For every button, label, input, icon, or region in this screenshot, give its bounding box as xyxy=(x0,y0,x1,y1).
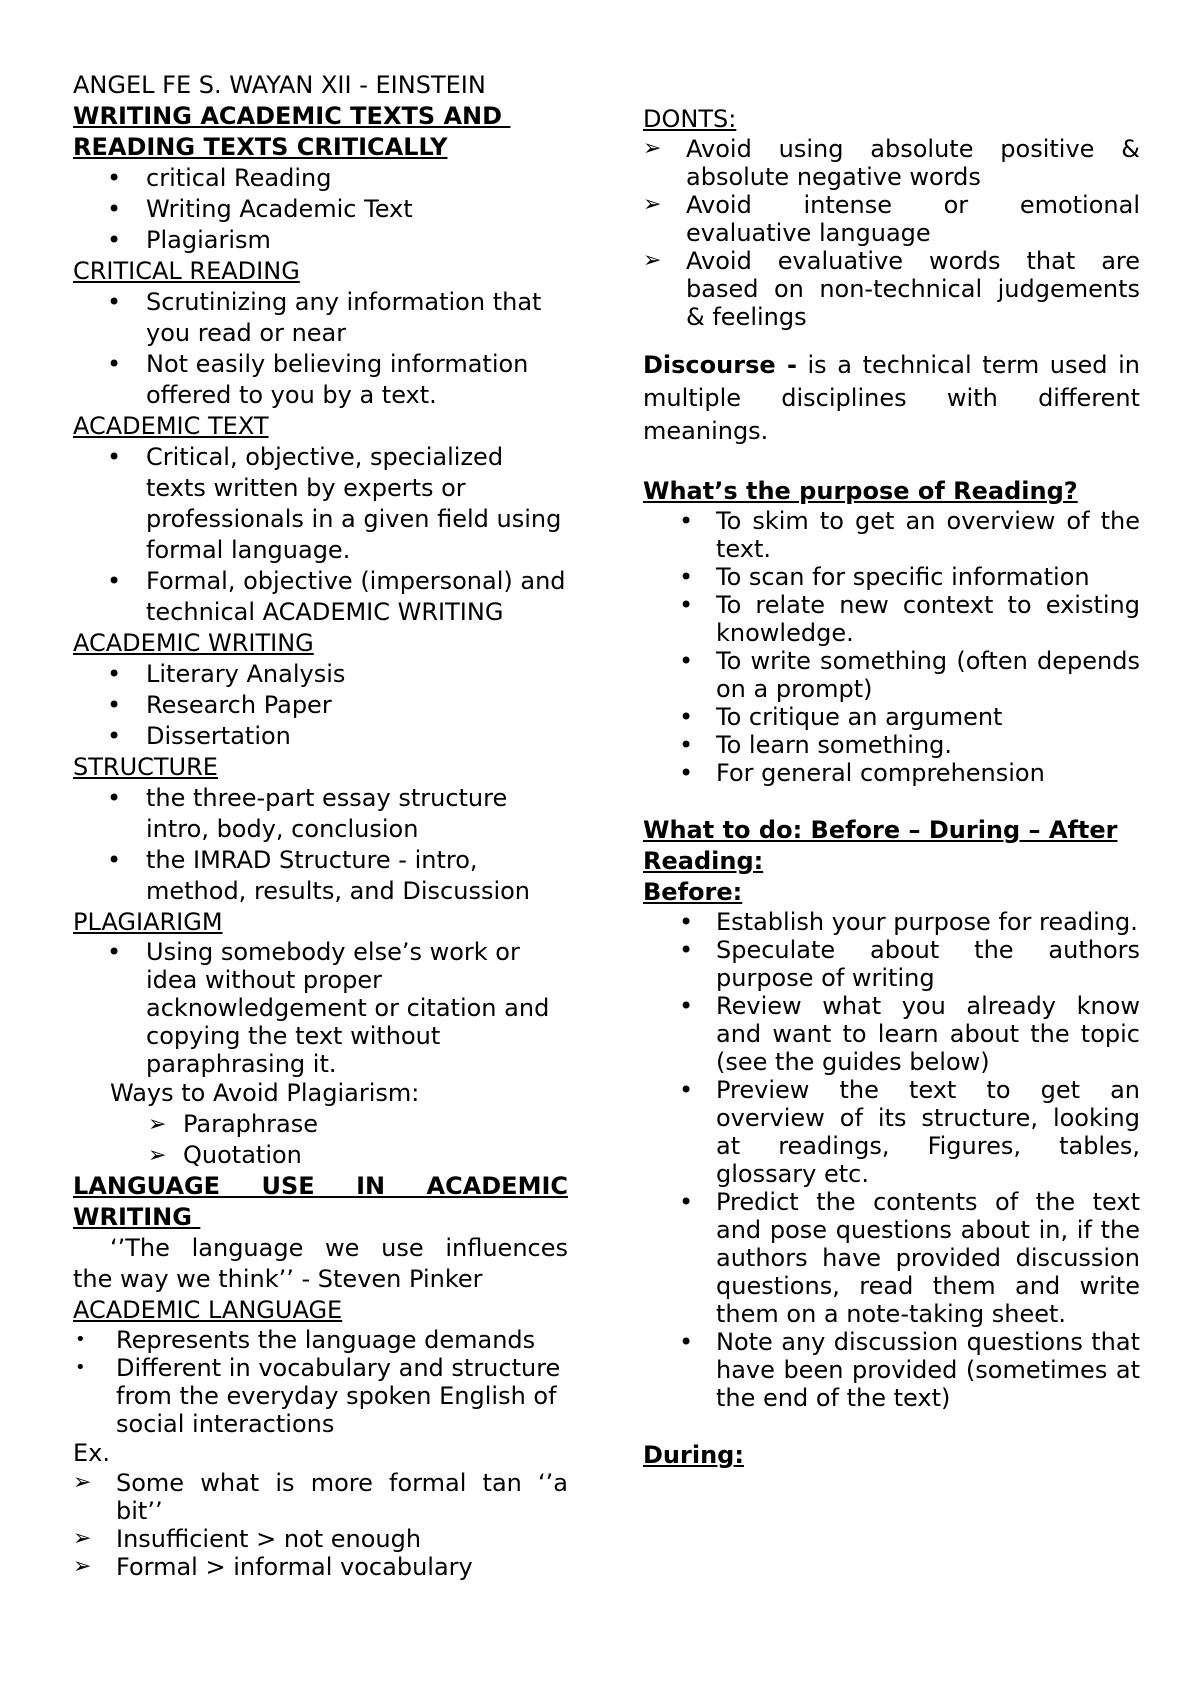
ways-to-avoid-label: Ways to Avoid Plagiarism: xyxy=(110,1079,420,1107)
list-item: • Writing Academic Text xyxy=(73,194,568,225)
list-item: • Different in vocabulary and structure from the everyday spoken English of social interactions xyxy=(73,1354,568,1438)
academic-language-heading: ACADEMIC LANGUAGE xyxy=(73,1296,343,1324)
arrow-bullet-icon: ➢ xyxy=(73,1470,92,1495)
list-item xyxy=(73,1469,568,1525)
before-label: Before: xyxy=(643,878,743,906)
list-item: • To skim to get an overview of the text. xyxy=(643,507,1140,563)
list-item xyxy=(73,1525,568,1553)
arrow-bullet-icon: ➢ xyxy=(148,1112,167,1137)
during-label: During: xyxy=(643,1441,744,1469)
purpose-heading: What’s the purpose of Reading? xyxy=(643,477,1078,505)
document-title-line-2: READING TEXTS CRITICALLY xyxy=(73,133,448,161)
list-item: • the IMRAD Structure - intro, method, results, and Discussion xyxy=(73,845,568,907)
list-item: • To critique an argument xyxy=(643,703,1140,731)
list-item: • Using somebody else’s work or idea without proper acknowledgement or citation and copying the text without paraphrasing it. xyxy=(73,938,568,1078)
list-item: • Plagiarism xyxy=(73,225,568,256)
arrow-bullet-icon: ➢ xyxy=(643,136,662,161)
arrow-bullet-icon: ➢ xyxy=(643,192,662,217)
list-item-text: Formal > informal vocabulary xyxy=(116,1553,473,1581)
left-column xyxy=(73,70,568,1581)
list-item xyxy=(643,247,1140,331)
academic-text-list xyxy=(73,442,568,628)
list-item: • Note any discussion questions that have been provided (sometimes at the end of the text) xyxy=(643,1328,1140,1412)
example-label: Ex. xyxy=(73,1439,110,1467)
language-use-heading-line-1: LANGUAGE USE IN ACADEMIC xyxy=(73,1172,568,1200)
what-to-do-heading-line-1: What to do: Before – During – After xyxy=(643,816,1118,844)
donts-list xyxy=(643,135,1140,331)
list-item: • For general comprehension xyxy=(643,759,1140,787)
list-item xyxy=(73,1109,568,1140)
list-item-text: Insufficient > not enough xyxy=(116,1525,422,1553)
plagiarism-list xyxy=(73,938,568,1078)
quote-line-1: ‘’The language we use influences xyxy=(110,1234,568,1262)
list-item: • To scan for specific information xyxy=(643,563,1140,591)
discourse-definition xyxy=(643,349,1140,448)
academic-writing-list xyxy=(73,659,568,752)
list-item: • Speculate about the authors purpose of writing xyxy=(643,936,1140,992)
list-item-text: Quotation xyxy=(183,1141,302,1169)
discourse-text: is a technical term used in multiple disciplines with different meanings. xyxy=(643,351,1140,445)
list-item: • Predict the contents of the text and pose questions about in, if the authors have provided discussion questions, read them and write them on a note-taking sheet. xyxy=(643,1188,1140,1328)
list-item xyxy=(73,1140,568,1171)
list-item: • Review what you already know and want to learn about the topic (see the guides below) xyxy=(643,992,1140,1076)
list-item: • the three-part essay structure intro, body, conclusion xyxy=(73,783,568,845)
structure-list xyxy=(73,783,568,907)
list-item: • Critical, objective, specialized texts written by experts or professionals in a given field using formal language. xyxy=(73,442,568,566)
list-item-text: Avoid using absolute positive & absolute negative words xyxy=(686,135,1140,191)
list-item: • Represents the language demands xyxy=(73,1326,568,1354)
language-use-heading-line-2: WRITING xyxy=(73,1203,201,1231)
list-item: • Dissertation xyxy=(73,721,568,752)
discourse-term: Discourse - xyxy=(643,351,797,379)
topics-list xyxy=(73,163,568,256)
arrow-bullet-icon: ➢ xyxy=(643,248,662,273)
document-title-line-1: WRITING ACADEMIC TEXTS AND xyxy=(73,102,511,130)
what-to-do-heading-line-2: Reading: xyxy=(643,847,764,875)
before-list xyxy=(643,908,1140,1412)
ways-to-avoid-list xyxy=(73,1109,568,1171)
academic-writing-heading: ACADEMIC WRITING xyxy=(73,629,314,657)
list-item: • Preview the text to get an overview of its structure, looking at readings, Figures, tables, glossary etc. xyxy=(643,1076,1140,1188)
critical-reading-heading: CRITICAL READING xyxy=(73,257,300,285)
list-item-text: Paraphrase xyxy=(183,1110,318,1138)
list-item: • To learn something. xyxy=(643,731,1140,759)
list-item: • Scrutinizing any information that you read or near xyxy=(73,287,568,349)
list-item-text: Some what is more formal tan ‘’a bit’’ xyxy=(116,1469,568,1525)
donts-heading: DONTS: xyxy=(643,105,737,133)
list-item: • To relate new context to existing knowledge. xyxy=(643,591,1140,647)
list-item-text: Avoid intense or emotional evaluative language xyxy=(686,191,1140,247)
right-column xyxy=(643,104,1140,1471)
arrow-bullet-icon: ➢ xyxy=(148,1143,167,1168)
list-item: • Establish your purpose for reading. xyxy=(643,908,1140,936)
list-item: • Formal, objective (impersonal) and technical ACADEMIC WRITING xyxy=(73,566,568,628)
quote-line-2: the way we think’’ - Steven Pinker xyxy=(73,1265,483,1293)
list-item xyxy=(73,1553,568,1581)
structure-heading: STRUCTURE xyxy=(73,753,218,781)
arrow-bullet-icon: ➢ xyxy=(73,1526,92,1551)
list-item: • Not easily believing information offered to you by a text. xyxy=(73,349,568,411)
list-item: • Research Paper xyxy=(73,690,568,721)
author-line: ANGEL FE S. WAYAN XII - EINSTEIN xyxy=(73,71,486,99)
list-item-text: Avoid evaluative words that are based on non-technical judgements & feelings xyxy=(686,247,1140,331)
academic-text-heading: ACADEMIC TEXT xyxy=(73,412,269,440)
critical-reading-list xyxy=(73,287,568,411)
plagiarism-heading: PLAGIARIGM xyxy=(73,908,223,936)
list-item: • critical Reading xyxy=(73,163,568,194)
list-item: • To write something (often depends on a prompt) xyxy=(643,647,1140,703)
list-item xyxy=(643,135,1140,191)
academic-language-list xyxy=(73,1326,568,1438)
arrow-bullet-icon: ➢ xyxy=(73,1554,92,1579)
examples-list xyxy=(73,1469,568,1581)
list-item xyxy=(643,191,1140,247)
purpose-list xyxy=(643,507,1140,787)
list-item: • Literary Analysis xyxy=(73,659,568,690)
